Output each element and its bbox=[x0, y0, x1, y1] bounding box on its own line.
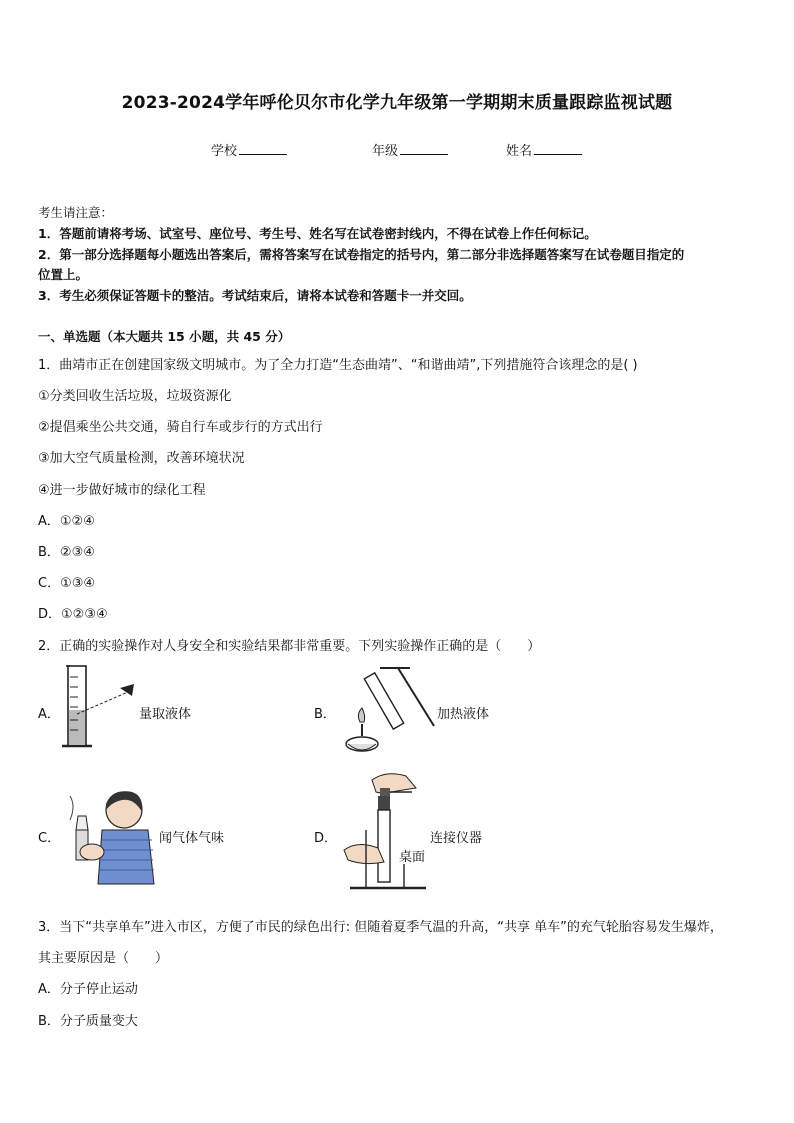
grade-blank bbox=[400, 142, 448, 155]
school-field[interactable] bbox=[211, 140, 287, 159]
answer-option[interactable]: B．分子质量变大 bbox=[38, 1014, 138, 1029]
question-stem: 2．正确的实验操作对人身安全和实验结果都非常重要。下列实验操作正确的是（ ） bbox=[38, 639, 541, 654]
answer-option-c[interactable]: C． bbox=[38, 831, 61, 846]
grade-label: 年级 bbox=[372, 144, 399, 159]
notice-item: 1．答题前请将考场、试室号、座位号、考生号、姓名写在试卷密封线内，不得在试卷上作任何标记。 bbox=[38, 226, 597, 241]
answer-option-a[interactable]: A． bbox=[38, 707, 60, 722]
notice-item: 2．第一部分选择题每小题选出答案后，需将答案写在试卷指定的括号内，第二部分非选择题答案写在试卷题目指定的 bbox=[38, 247, 685, 262]
statement-item: ④进一步做好城市的绿化工程 bbox=[38, 483, 206, 498]
grade-field[interactable] bbox=[372, 140, 448, 159]
answer-option-d[interactable]: D． bbox=[314, 831, 338, 846]
question-stem: 1．曲靖市正在创建国家级文明城市。为了全力打造“生态曲靖”、“和谐曲靖”,下列措施符合该理念的是( ) bbox=[38, 358, 638, 373]
notice-item: 位置上。 bbox=[38, 267, 89, 282]
answer-option[interactable]: D．①②③④ bbox=[38, 607, 108, 622]
notice-item: 3．考生必须保证答题卡的整洁。考试结束后，请将本试卷和答题卡一并交回。 bbox=[38, 288, 472, 303]
question-stem: 其主要原因是（ ） bbox=[38, 951, 169, 966]
name-label: 姓名 bbox=[506, 144, 533, 159]
desk-label: 桌面 bbox=[399, 850, 426, 865]
connecting-apparatus-illustration bbox=[342, 770, 432, 894]
name-blank bbox=[534, 142, 582, 155]
page-title: 2023-2024学年呼伦贝尔市化学九年级第一学期期末质量跟踪监视试题 bbox=[121, 93, 673, 113]
answer-option[interactable]: A．①②④ bbox=[38, 514, 95, 529]
name-field[interactable] bbox=[506, 140, 582, 159]
statement-item: ③加大空气质量检测，改善环境状况 bbox=[38, 451, 245, 466]
option-caption: 加热液体 bbox=[437, 707, 490, 722]
answer-option[interactable]: A．分子停止运动 bbox=[38, 982, 138, 997]
school-blank bbox=[239, 142, 287, 155]
statement-item: ②提倡乘坐公共交通，骑自行车或步行的方式出行 bbox=[38, 420, 323, 435]
graduated-cylinder-illustration bbox=[60, 662, 140, 752]
option-caption: 量取液体 bbox=[139, 707, 192, 722]
answer-option-b[interactable]: B． bbox=[314, 707, 336, 722]
school-label: 学校 bbox=[211, 144, 238, 159]
option-caption: 连接仪器 bbox=[430, 831, 483, 846]
section-heading: 一、单选题（本大题共 15 小题，共 45 分） bbox=[38, 329, 291, 344]
question-stem: 3．当下“共享单车”进入市区，方便了市民的绿色出行: 但随着夏季气温的升高，“共享 单车”的充气轮胎容易发生爆炸， bbox=[38, 920, 723, 935]
notice-heading: 考生请注意： bbox=[38, 205, 114, 220]
smelling-gas-illustration bbox=[62, 786, 158, 886]
answer-option[interactable]: B．②③④ bbox=[38, 545, 95, 560]
heating-test-tube-illustration bbox=[338, 664, 438, 760]
statement-item: ①分类回收生活垃圾，垃圾资源化 bbox=[38, 389, 232, 404]
option-caption: 闻气体气味 bbox=[159, 831, 225, 846]
answer-option[interactable]: C．①③④ bbox=[38, 576, 96, 591]
